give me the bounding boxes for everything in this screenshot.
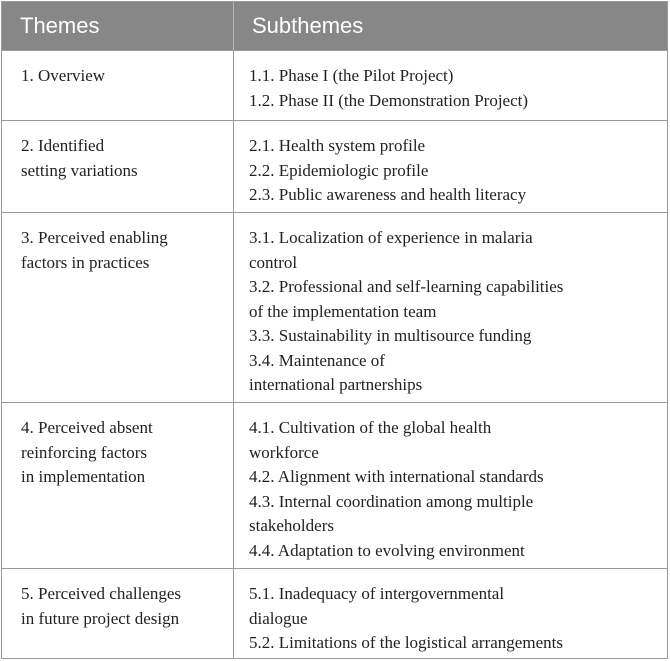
subtheme-line: 1.1. Phase I (the Pilot Project) [249, 66, 454, 85]
subtheme-line: 4.2. Alignment with international standards [249, 467, 544, 486]
subtheme-cell [234, 50, 667, 120]
subtheme-line: stakeholders [249, 516, 334, 535]
theme-cell [2, 120, 234, 212]
themes-table [1, 1, 668, 659]
subtheme-line: 4.4. Adaptation to evolving environment [249, 540, 525, 560]
subtheme-line: of the implementation team [249, 301, 437, 321]
theme-line: factors in practices [21, 252, 150, 272]
theme-cell [2, 212, 234, 402]
theme-line: in implementation [21, 467, 146, 486]
subtheme-line: dialogue [249, 608, 308, 628]
subtheme-line: international partnerships [249, 375, 423, 394]
theme-line: 3. Perceived enabling [21, 228, 168, 247]
subtheme-line: 3.4. Maintenance of [249, 350, 385, 370]
subtheme-line: control [249, 252, 298, 272]
subtheme-line: workforce [249, 442, 319, 462]
subtheme-cell [234, 402, 667, 568]
subtheme-line: 5.1. Inadequacy of intergovernmental [249, 584, 505, 603]
header-subthemes: Subthemes [234, 2, 667, 50]
subtheme-line: 1.2. Phase II (the Demonstration Project) [249, 90, 529, 110]
subtheme-line: 3.3. Sustainability in multisource funding [249, 326, 532, 345]
theme-cell [2, 50, 234, 120]
theme-line: 4. Perceived absent [21, 418, 153, 437]
subtheme-line: 3.2. Professional and self-learning capabilities [249, 277, 564, 296]
subtheme-line: 5.2. Limitations of the logistical arrangements [249, 633, 563, 652]
subtheme-line: 4.1. Cultivation of the global health [249, 418, 492, 437]
subtheme-cell [234, 120, 667, 212]
subtheme-cell [234, 212, 667, 402]
header-themes: Themes [2, 2, 234, 50]
theme-line: reinforcing factors [21, 442, 148, 462]
theme-line: setting variations [21, 160, 138, 180]
theme-cell [2, 568, 234, 658]
subtheme-line: 2.3. Public awareness and health literacy [249, 185, 527, 204]
subtheme-line: 2.2. Epidemiologic profile [249, 160, 429, 180]
theme-line: in future project design [21, 608, 180, 628]
theme-line: 2. Identified [21, 136, 105, 155]
subtheme-cell [234, 568, 667, 658]
theme-line: 1. Overview [21, 66, 106, 85]
subtheme-line: 3.1. Localization of experience in malaria [249, 228, 533, 247]
theme-cell [2, 402, 234, 568]
theme-line: 5. Perceived challenges [21, 584, 182, 603]
subtheme-line: 4.3. Internal coordination among multiple [249, 491, 534, 511]
subtheme-line: 2.1. Health system profile [249, 136, 426, 155]
